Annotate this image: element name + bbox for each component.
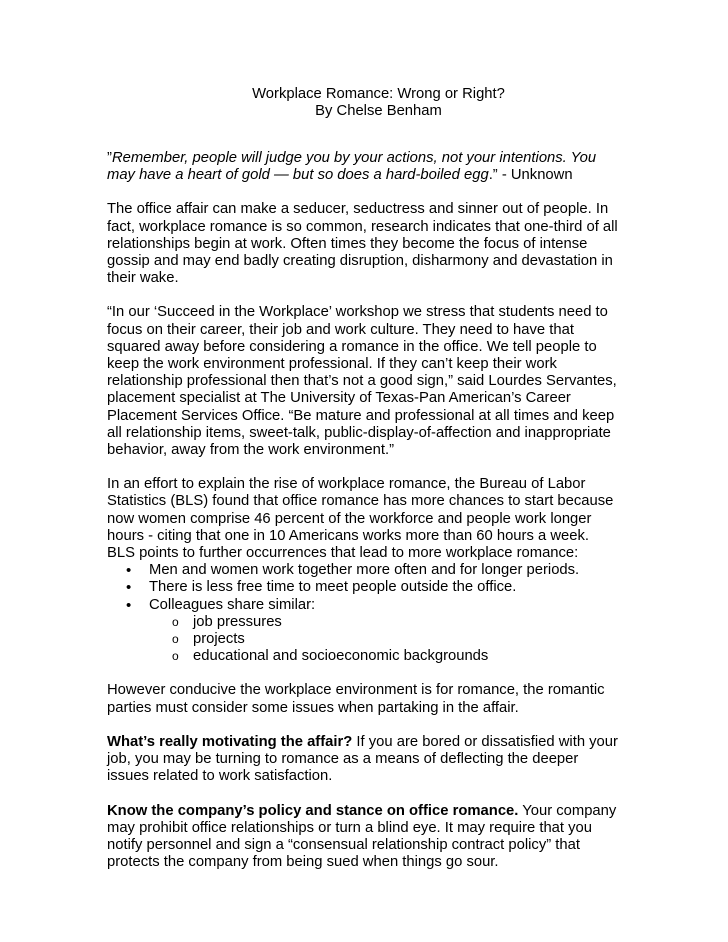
sub-bullet-item: o projects: [193, 631, 620, 648]
section-policy: [107, 803, 620, 872]
paragraph-intro: The office affair can make a seducer, seductress and sinner out of people. In fact, workplace romance is so common, research indicates that one-third of all relationships begin at work. Often times they become the focus of intense gossip and may end badly creating disruption, disharmony and devastation in their wake.: [107, 201, 618, 287]
epigraph-quote: [107, 150, 620, 184]
quote-open: ”: [107, 150, 112, 166]
sub-bullet-item: o educational and socioeconomic backgrounds: [193, 648, 620, 665]
section-policy-body: Your company may prohibit office relationships or turn a blind eye. It may require that you notify personnel and sign a “consensual relationship contract policy” that protects the company from being sued when things go sour.: [107, 802, 617, 871]
article-byline: By Chelse Benham: [315, 103, 442, 119]
quote-text: Remember, people will judge you by your actions, not your intentions. You may have a heart of gold — but so does a hard-boiled egg: [107, 150, 597, 184]
sub-bullet-item: o job pressures: [193, 614, 620, 631]
bullet-item: • There is less free time to meet people outside the office.: [149, 579, 620, 596]
bullet-item-colleagues: [149, 597, 620, 666]
paragraph-bls: In an effort to explain the rise of workplace romance, the Bureau of Labor Statistics (BLS) found that office romance has more chances to start because now women comprise 46 percent of the workforce and people work longer hours - citing that one in 10 Americans works more than 60 hours a week. BLS points to further occurrences that lead to more workplace romance:: [107, 476, 614, 562]
quote-attribution: .” - Unknown: [488, 167, 573, 184]
section-policy-heading: Know the company’s policy and stance on office romance.: [107, 802, 519, 819]
bls-bullet-list: [107, 562, 620, 665]
bullet-item: • Men and women work together more often and for longer periods.: [149, 562, 620, 579]
paragraph-servantes-quote: “In our ‘Succeed in the Workplace’ workshop we stress that students need to focus on their career, their job and work culture. They need to have that squared away before considering a romance in the office. We tell people to keep the work environment professional. If they can’t keep their work relationship professional then that’s not a good sign,” said Lourdes Servantes, placement specialist at The University of Texas-Pan American’s Career Placement Services Office. “Be mature and professional at all times and keep all relationship items, sweet-talk, public-display-of-affection and inappropriate behavior, away from the work environment.”: [107, 304, 617, 459]
sub-bullet-list: [149, 614, 620, 666]
title-block: [137, 0, 620, 120]
section-motivation: [107, 734, 620, 786]
section-motivation-heading: What’s really motivating the affair?: [107, 733, 353, 750]
bullet-item-label: Colleagues share similar:: [149, 596, 316, 613]
section-motivation-body: If you are bored or dissatisfied with your job, you may be turning to romance as a means of deflecting the deeper issues related to work satisfaction.: [107, 733, 618, 785]
article-title: Workplace Romance: Wrong or Right?: [252, 86, 505, 102]
paragraph-conducive: However conducive the workplace environment is for romance, the romantic parties must consider some issues when partaking in the affair.: [107, 682, 605, 716]
